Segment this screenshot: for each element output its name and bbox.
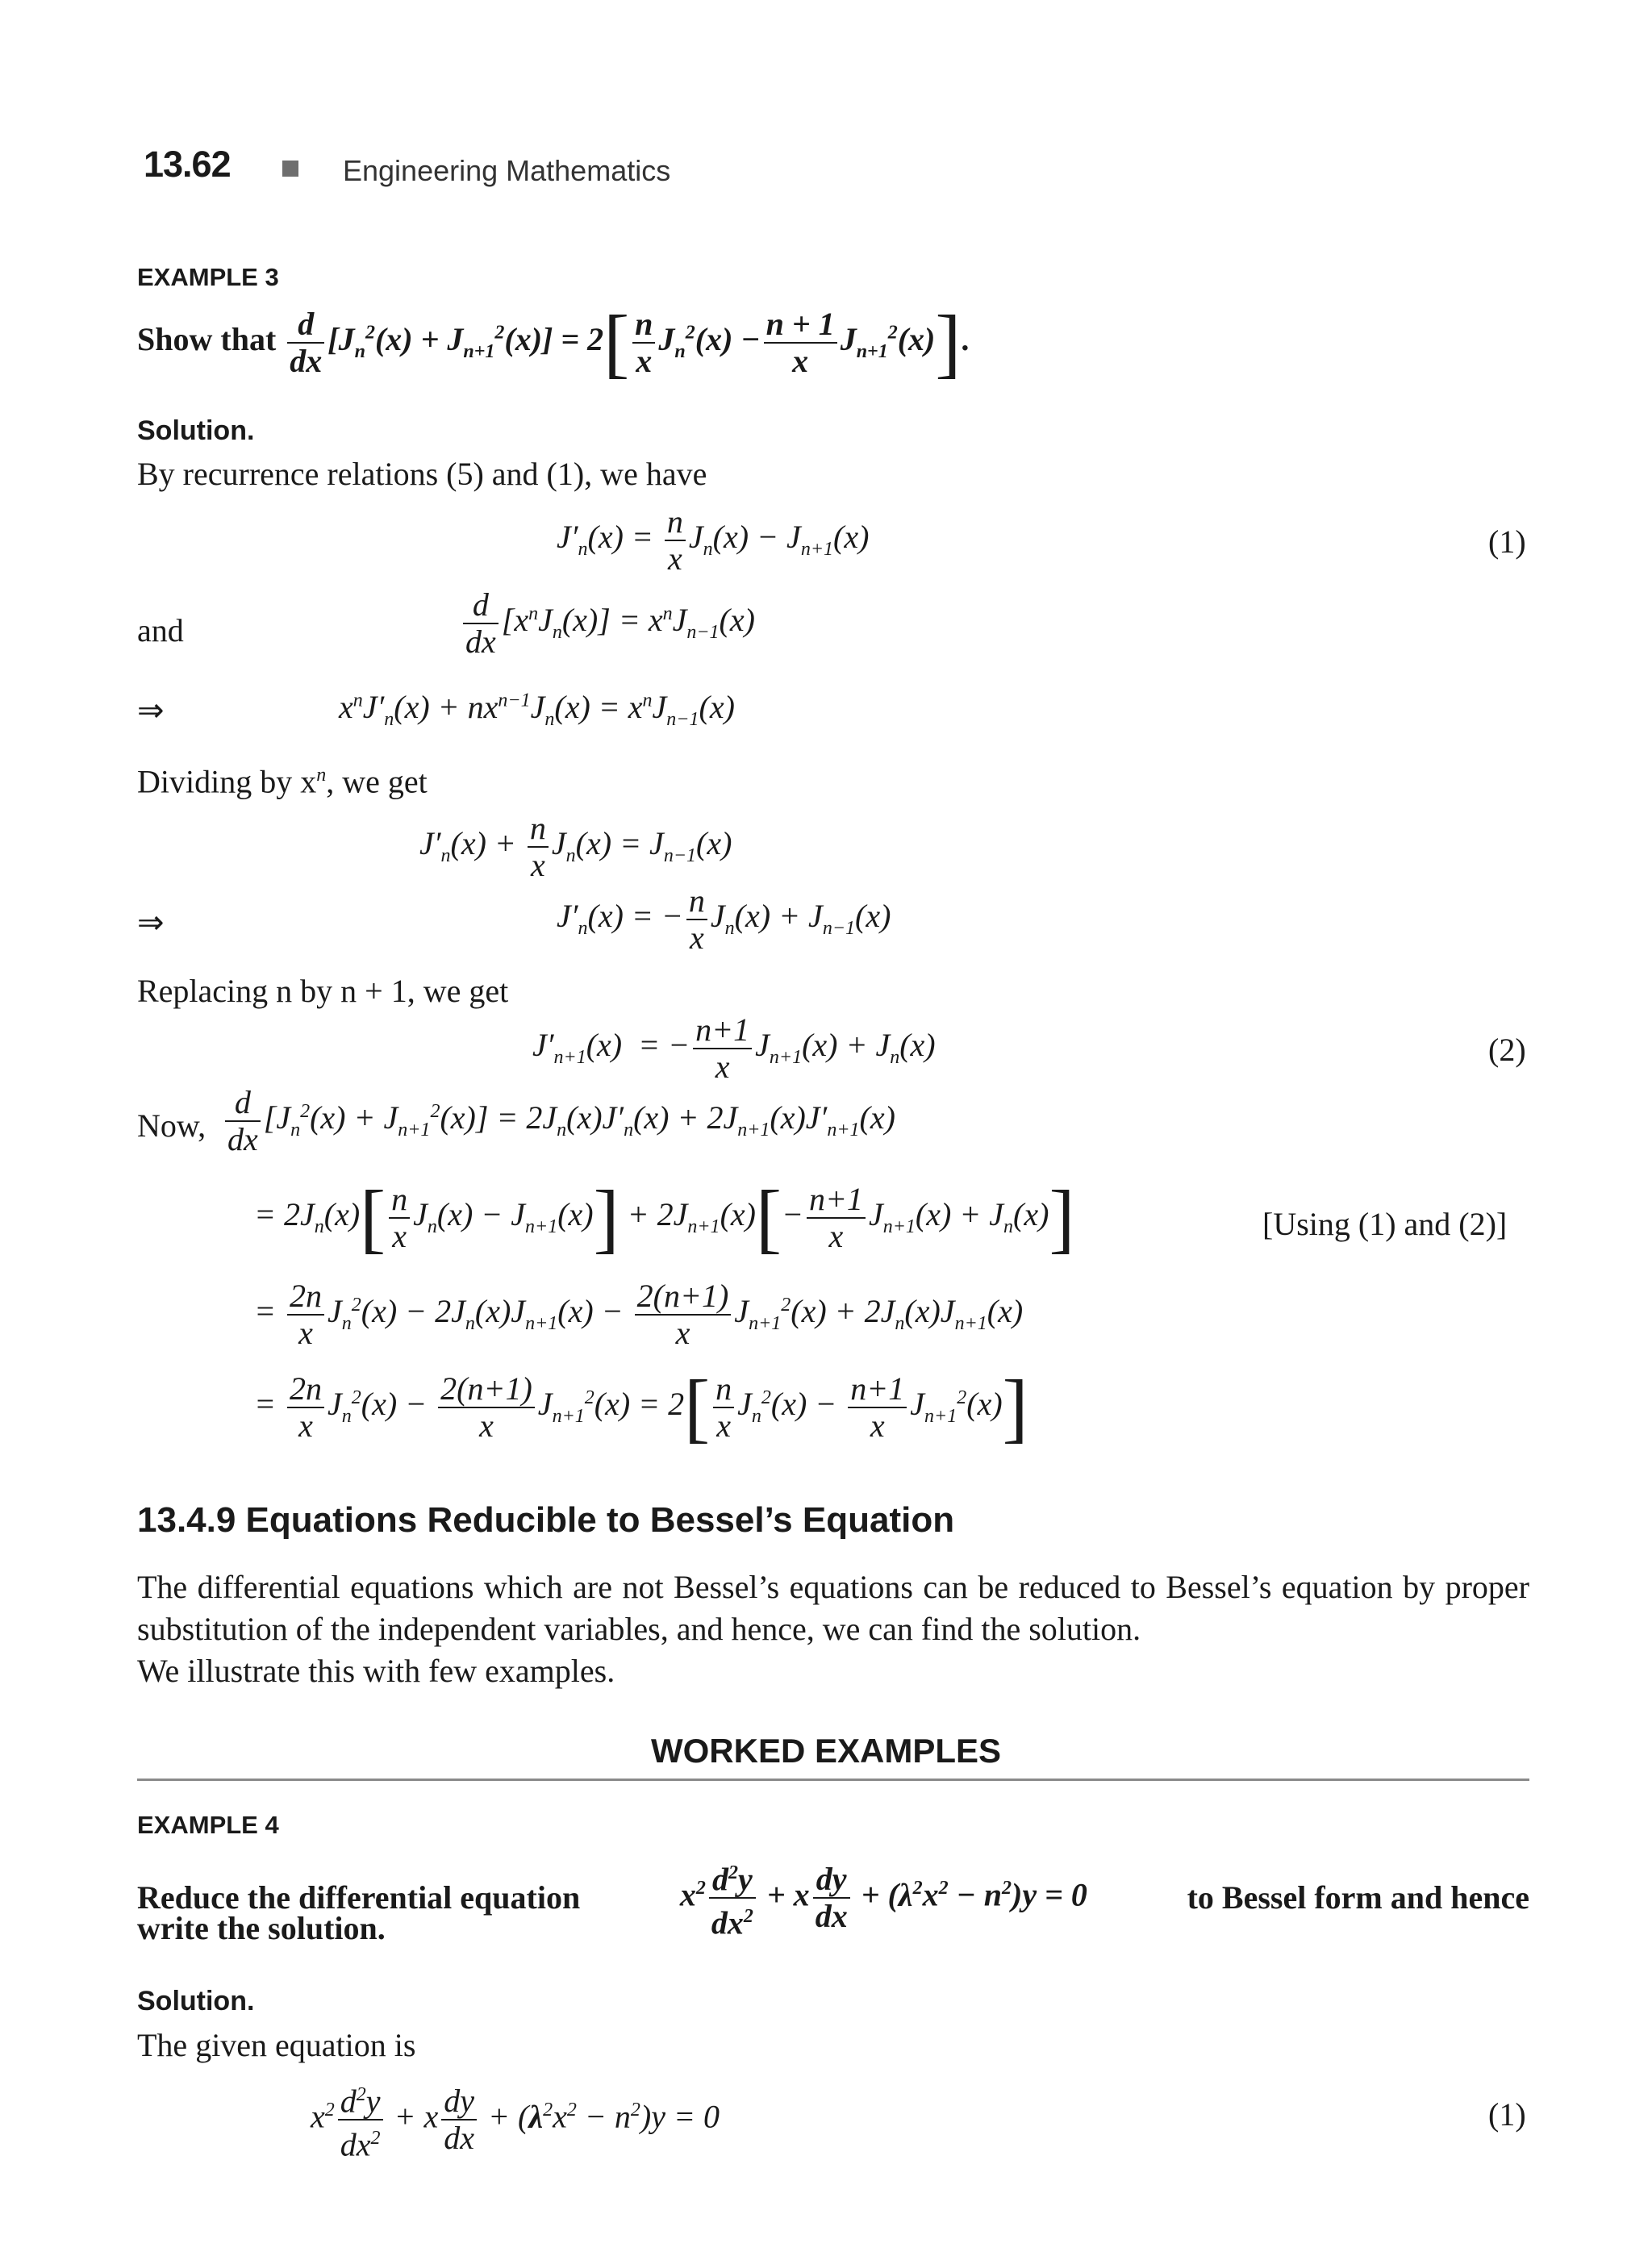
- equation-recurrence-1: $J'_n(x)$ = $\frac{n}{x}$ $J_n(x) - J_{n+1}(x)$: [557, 503, 870, 577]
- implies-symbol-1: ⇒: [137, 692, 165, 728]
- example-4-given-equation: $x^2$ $\frac{d^2y}{dx^2}$ + x $\frac{dy}{dx}$ + $(\lambda^2x^2 - n^2)y = 0$: [311, 2077, 720, 2163]
- now-word: Now,: [137, 1107, 206, 1144]
- header-square-icon: [282, 161, 298, 177]
- equation-final: = $\frac{2n}{x}$ $J_n^2(x)$ − $\frac{2(n+1)}{x}$ $J_{n+1}^2(x) = 2$[ $\frac{n}{x}$ $J_n^2(x)$ − $\frac{n+1}{x}$ $J_{n+1}^2(x)$]: [254, 1364, 1028, 1450]
- equation-divided: $J'_n(x)$ + $\frac{n}{x}$ $J_n(x) = J_{n-1}(x)$: [419, 810, 732, 883]
- section-heading: 13.4.9 Equations Reducible to Bessel’s Equation: [137, 1500, 955, 1540]
- equation-recurrence-2: $J'_{n+1}(x)$ = − $\frac{n+1}{x}$ $J_{n+1}(x) + J_n(x)$: [532, 1011, 936, 1085]
- equation-now-derivative: $\frac{d}{dx}$ $[J_n^2(x) + J_{n+1}^2(x)] = 2J_n(x)J'_n(x) + 2J_{n+1}(x)J'_{n+1}(x)$: [222, 1085, 895, 1157]
- example-3-label: EXAMPLE 3: [137, 263, 279, 291]
- and-word: and: [137, 612, 184, 648]
- section-paragraph-2: We illustrate this with few examples.: [137, 1653, 615, 1689]
- example-4-solution-label: Solution.: [137, 1986, 255, 2016]
- equation-substituted: = $2J_n(x)$[ $\frac{n}{x}$ $J_n(x) - J_{n+1}(x)] + 2J_{n+1}(x)[-$ $\frac{n+1}{x}$ $J_{n+1}(x) + J_n(x)$]: [254, 1174, 1075, 1261]
- book-title: Engineering Mathematics: [343, 154, 671, 187]
- worked-examples-divider: [137, 1779, 1529, 1781]
- dividing-line: [137, 754, 428, 803]
- replacing-text: Replacing n by n + 1, we get: [137, 973, 509, 1009]
- equation-recurrence-derivative: $\frac{d}{dx}$ $[x^nJ_n(x)] = x^nJ_{n-1}(x)$: [460, 587, 755, 660]
- example-3-intro: By recurrence relations (5) and (1), we have: [137, 456, 707, 492]
- example-3-problem: Show that $\frac{d}{dx}$ $[J_n^2(x) + J_{n+1}^2(x)] = 2$[ $\frac{n}{x}$ $J_n^2(x)$ − $\frac{n + 1}{x}$ $J_{n+1}^2(x)$].: [137, 299, 970, 386]
- section-paragraph-1: The differential equations which are not Bessel’s equations can be reduced to Bessel’s equation by proper substitution of the independent variables, and hence, we can find the solution.: [137, 1569, 1529, 1647]
- example-4-problem-line2: write the solution.: [137, 1910, 386, 1946]
- equation-number-1: (1): [1488, 523, 1526, 560]
- dividing-tail: , we get: [326, 763, 428, 800]
- example-4-equation-number: (1): [1488, 2096, 1526, 2133]
- equation-expanded-derivative: $x^nJ'_n(x) + nx^{n-1}J_n(x) = x^nJ_{n-1}(x)$: [339, 689, 735, 730]
- equation-expanded: = $\frac{2n}{x}$ $J_n^2(x) - 2J_n(x)J_{n+1}(x)$ − $\frac{2(n+1)}{x}$ $J_{n+1}^2(x) + 2J_n(x)J_{n+1}(x)$: [254, 1278, 1024, 1351]
- problem-show-that: Show that: [137, 321, 277, 358]
- example-4-equation: $x^2$ $\frac{d^2y}{dx^2}$ + x $\frac{dy}{dx}$ + $(\lambda^2x^2 - n^2)y = 0$: [680, 1855, 1087, 1941]
- dividing-text: Dividing by x: [137, 763, 317, 800]
- problem-end: to Bessel form and hence: [1187, 1879, 1529, 1916]
- equation-number-2: (2): [1488, 1032, 1526, 1068]
- example-3-solution-label: Solution.: [137, 415, 255, 446]
- problem-start: Reduce the differential equation: [137, 1879, 581, 1916]
- implies-symbol-2: ⇒: [137, 904, 165, 940]
- example-4-label: EXAMPLE 4: [137, 1811, 279, 1839]
- example-4-intro: The given equation is: [137, 2027, 416, 2063]
- equation-rearranged: $J'_n(x)$ = − $\frac{n}{x}$ $J_n(x) + J_{n-1}(x)$: [557, 882, 891, 956]
- dividing-sup: n: [316, 765, 327, 786]
- worked-examples-title: WORKED EXAMPLES: [650, 1732, 1002, 1770]
- page-number: 13.62: [144, 144, 231, 185]
- using-note: [Using (1) and (2)]: [1262, 1206, 1508, 1242]
